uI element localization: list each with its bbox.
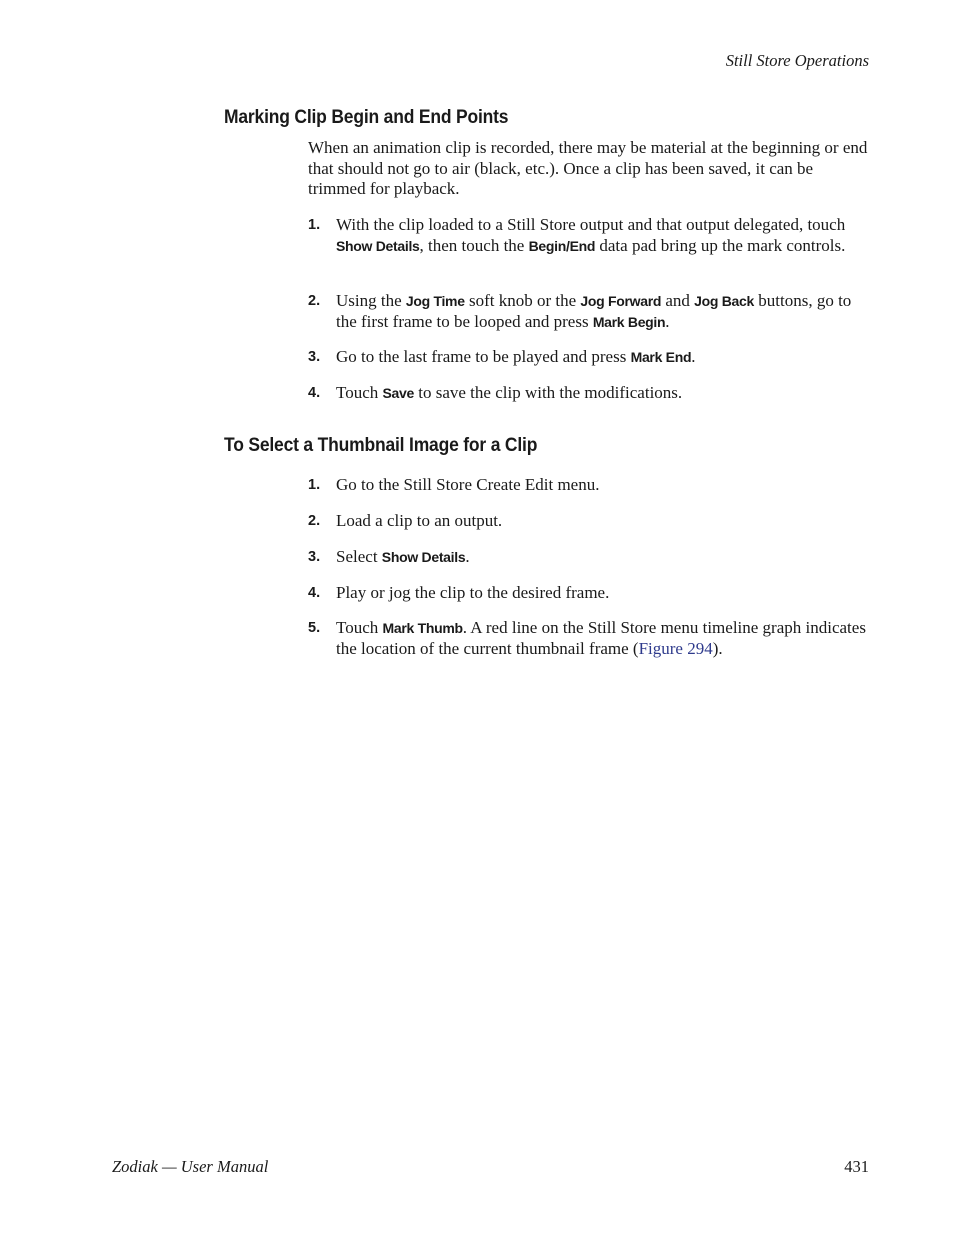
step-text-run: . A red line on the Still Store menu timeline graph indicates the location of the current thumbnail frame (	[336, 618, 866, 658]
step-text-run: Using the	[336, 291, 406, 310]
ui-term-mark-begin: Mark Begin	[592, 313, 666, 330]
ui-term-jog-time: Jog Time	[405, 293, 465, 309]
step-text-run: Play or jog the clip to the desired frame.	[336, 583, 610, 602]
footer-manual-title: Zodiak — User Manual	[112, 1157, 269, 1176]
step-text	[336, 511, 868, 532]
section-heading-thumbnail: To Select a Thumbnail Image for a Clip	[224, 435, 538, 456]
ui-term-jog-forward: Jog Forward	[580, 293, 662, 309]
step-text-run: With the clip loaded to a Still Store output and that output delegated, touch	[336, 215, 846, 234]
step-number: 2.	[308, 513, 321, 529]
step-text	[336, 383, 868, 404]
step-text-run: Go to the last frame to be played and press	[336, 347, 631, 366]
step-number: 3.	[308, 349, 321, 365]
step-text-run: Touch	[336, 383, 383, 402]
step-text-run: .	[465, 547, 470, 566]
figure-294-link[interactable]: Figure 294	[638, 638, 713, 658]
running-header: Still Store Operations	[725, 51, 869, 70]
step-number: 1.	[308, 217, 321, 233]
step-text-run: .	[691, 347, 696, 366]
step-text-run: .	[665, 311, 670, 331]
footer-page-number: 431	[844, 1157, 869, 1176]
step-number: 5.	[308, 620, 321, 636]
step-number: 4.	[308, 385, 321, 401]
ui-term-show-details: Show Details	[336, 237, 420, 254]
ui-term-mark-thumb: Mark Thumb	[382, 620, 463, 636]
step-text	[336, 215, 868, 256]
step-text-run: Select	[336, 547, 382, 566]
step-text-run: data pad bring up the mark controls.	[595, 235, 846, 255]
intro-paragraph: When an animation clip is recorded, there may be material at the beginning or end that should not go to air (black, etc.). Once a clip has been saved, it can be trimmed for playback.	[308, 138, 868, 198]
step-text-run: Load a clip to an output.	[336, 511, 503, 530]
step-text	[336, 547, 868, 568]
ui-term-mark-end: Mark End	[630, 349, 692, 365]
ui-term-begin-end: Begin/End	[528, 237, 596, 254]
step-text	[336, 618, 868, 659]
step-number: 3.	[308, 549, 321, 565]
step-text-run: to save the clip with the modifications.	[414, 383, 683, 402]
step-text-run: soft knob or the	[464, 291, 581, 310]
ui-term-show-details: Show Details	[381, 549, 466, 565]
step-text-run: buttons, go to the first frame to be looped and press	[336, 291, 852, 331]
step-text-run: and	[661, 291, 695, 310]
step-text	[336, 291, 868, 332]
step-text-run: Go to the Still Store Create Edit menu.	[336, 475, 600, 494]
step-text-run: , then touch the	[419, 235, 529, 255]
step-text	[336, 583, 868, 604]
section-heading-marking-clip: Marking Clip Begin and End Points	[224, 107, 509, 128]
step-number: 4.	[308, 585, 321, 601]
step-text-run: ).	[712, 638, 723, 658]
step-number: 1.	[308, 477, 321, 493]
step-text-run: Touch	[336, 618, 383, 637]
step-number: 2.	[308, 293, 321, 309]
step-text	[336, 475, 868, 496]
step-text	[336, 347, 868, 368]
ui-term-save: Save	[382, 385, 414, 401]
ui-term-jog-back: Jog Back	[694, 293, 755, 309]
